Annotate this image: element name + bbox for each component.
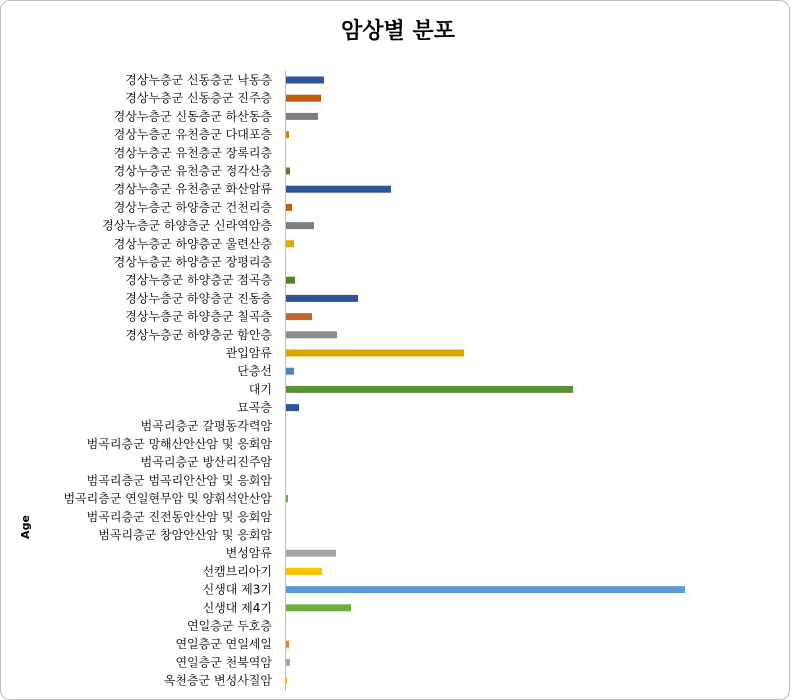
category-label: 경상누층군 유천층군 다대포층 [113,127,272,142]
chart-title: 암상별 분포 [341,19,455,44]
bar [286,240,294,247]
category-label: 신생대 제3기 [202,582,272,597]
category-label: 경상누층군 하양층군 장평리층 [113,255,272,269]
y-axis-label: Age [19,515,32,539]
category-label: 경상누층군 유천층군 장록리층 [113,145,272,160]
bar [286,586,685,593]
category-label: 경상누층군 유천층군 정각산층 [113,164,272,178]
category-label: 범곡리층군 진전동안산암 및 응회암 [86,509,272,524]
bar [286,604,351,611]
category-label: 범곡리층군 범곡리안산암 및 응회암 [86,473,272,488]
bar [286,204,292,211]
bar [286,568,322,575]
category-label: 경상누층군 하양층군 진동층 [125,291,272,306]
category-label: 경상누층군 하양층군 함안층 [125,327,272,342]
bar [286,168,290,175]
category-label: 범곡리층군 방산리진주암 [140,455,272,470]
bar [286,113,318,120]
category-label: 연일층군 천북역암 [175,655,272,670]
bar [286,95,321,102]
category-label: 대기 [248,382,272,397]
category-label: 변성암류 [225,546,272,561]
bar [286,77,324,84]
category-label: 범곡리층군 연일현무암 및 양휘석안산암 [63,491,272,506]
category-label: 경상누층군 하양층군 칠곡층 [125,309,272,324]
category-label: 범곡리층군 망해산안산암 및 응회암 [86,437,272,451]
bars [286,77,685,685]
bar [286,495,288,502]
category-label: 범곡리층군 갈평동각력암 [140,418,272,433]
bar [286,350,464,357]
category-label: 관입암류 [225,346,272,360]
bar [286,331,337,338]
category-label: 경상누층군 유천층군 화산암류 [113,182,272,197]
category-label: 신생대 제4기 [202,600,272,615]
bar [286,677,287,684]
bar [286,131,289,138]
category-label: 경상누층군 하양층군 울련산층 [113,236,272,251]
category-label: 경상누층군 신동층군 하산동층 [113,109,272,124]
bar [286,222,314,229]
bar [286,186,391,193]
category-label: 경상누층군 하양층군 건천리층 [113,200,272,215]
category-label: 단층선 [237,364,272,379]
category-label: 연일층군 연일세일 [175,637,272,652]
bar [286,368,294,375]
category-label: 경상누층군 신동층군 낙동층 [125,73,272,87]
category-label: 경상누층군 신동층군 진주층 [125,91,272,106]
category-label: 경상누층군 하양층군 점곡층 [125,273,272,288]
bar [286,386,573,393]
category-label: 경상누층군 하양층군 신라역암층 [102,218,272,233]
category-label: 선캠브리아기 [202,564,272,579]
bar [286,277,295,284]
bar [286,550,336,557]
bar [286,404,299,411]
bar [286,659,290,666]
category-label: 연일층군 두호층 [187,619,272,633]
category-label: 범곡리층군 창암안산암 및 응회암 [98,528,272,542]
bar [286,295,358,302]
bar [286,313,312,320]
bar [286,641,289,648]
category-label: 묘곡층 [237,400,272,415]
category-labels [63,72,272,688]
category-label: 옥천층군 변성사질암 [163,673,272,688]
